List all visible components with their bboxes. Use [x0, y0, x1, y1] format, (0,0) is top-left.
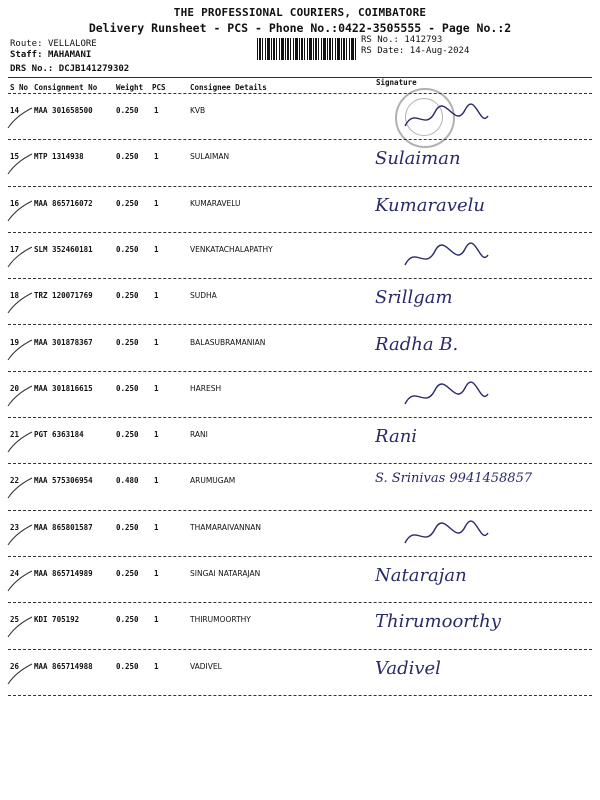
consignment-number: MAA 865801587 — [34, 522, 93, 532]
weight-value: 0.250 — [116, 198, 139, 208]
consignment-number: MAA 301816615 — [34, 383, 93, 393]
consignment-number: TRZ 120071769 — [34, 291, 93, 301]
weight-value: 0.250 — [116, 152, 139, 162]
serial-number: 20 — [10, 383, 20, 393]
tick-mark-icon — [6, 611, 36, 641]
rs-date-label: RS Date: — [361, 46, 405, 56]
tick-mark-icon — [6, 287, 36, 317]
weight-value: 0.250 — [116, 291, 139, 301]
tick-mark-icon — [6, 195, 36, 225]
table-row — [0, 140, 600, 186]
consignment-number: MAA 301878367 — [34, 337, 93, 347]
consignee-name: BALASUBRAMANIAN — [190, 337, 266, 347]
tick-mark-icon — [6, 148, 36, 178]
serial-number: 17 — [10, 244, 20, 254]
tick-mark-icon — [6, 426, 36, 456]
pcs-value: 1 — [154, 337, 159, 347]
table-row — [0, 326, 600, 372]
rs-no-line — [361, 35, 442, 45]
serial-number: 22 — [10, 476, 20, 486]
signature-scribble-icon — [400, 102, 490, 134]
consignment-number: MAA 865714988 — [34, 661, 93, 671]
barcode — [257, 38, 357, 60]
weight-value: 0.250 — [116, 615, 139, 625]
consignee-name: ARUMUGAM — [190, 476, 236, 486]
signature: Rani — [375, 426, 418, 448]
signature-scribble-icon — [400, 519, 490, 551]
route-value: VELLALORE — [47, 39, 97, 49]
table-row — [0, 650, 600, 696]
col-pcs: PCS — [152, 83, 166, 92]
pcs-value: 1 — [154, 152, 159, 162]
signature-scribble-icon — [400, 380, 490, 412]
pcs-value: 1 — [154, 522, 159, 532]
serial-number: 26 — [10, 661, 20, 671]
tick-mark-icon — [6, 565, 36, 595]
table-row — [0, 464, 600, 510]
consignment-number: MAA 301658500 — [34, 106, 93, 115]
table-row — [0, 511, 600, 557]
consignment-number: SLM 352460181 — [34, 244, 93, 254]
col-signature: Signature — [376, 78, 417, 87]
col-consignment: Consignment No — [34, 83, 98, 92]
consignment-number: MAA 865714989 — [34, 569, 93, 578]
weight-value: 0.250 — [116, 244, 139, 254]
serial-number: 19 — [10, 337, 20, 347]
route-label: Route: — [10, 39, 43, 49]
tick-mark-icon — [6, 241, 36, 271]
tick-mark-icon — [6, 380, 36, 410]
signature: Radha B. — [375, 333, 459, 355]
weight-value: 0.250 — [116, 383, 139, 393]
weight-value: 0.250 — [116, 106, 139, 115]
pcs-value: 1 — [154, 569, 159, 578]
consignee-name: SULAIMAN — [190, 152, 230, 162]
consignee-name: SINGAI NATARAJAN — [190, 569, 261, 578]
consignee-name: THIRUMOORTHY — [190, 615, 251, 625]
pcs-value: 1 — [154, 244, 159, 254]
weight-value: 0.250 — [116, 661, 139, 671]
signature: Srillgam — [375, 287, 453, 309]
staff-value: MAHAMANI — [47, 50, 92, 60]
consignment-number: KDI 705192 — [34, 615, 80, 625]
serial-number: 23 — [10, 522, 20, 532]
serial-number: 18 — [10, 291, 20, 301]
tick-mark-icon — [6, 102, 36, 132]
row-separator — [8, 695, 592, 696]
signature: Vadivel — [375, 657, 441, 679]
drs-line — [10, 64, 129, 74]
route-line — [10, 39, 97, 49]
consignee-name: KUMARAVELU — [190, 198, 241, 208]
table-row — [0, 94, 600, 140]
consignee-name: KVB — [190, 106, 206, 115]
staff-label: Staff: — [10, 50, 43, 60]
pcs-value: 1 — [154, 661, 159, 671]
tick-mark-icon — [6, 658, 36, 688]
table-row — [0, 557, 600, 603]
tick-mark-icon — [6, 334, 36, 364]
runsheet-title: THE PROFESSIONAL COURIERS, COIMBATORE — [173, 6, 427, 19]
consignee-name: RANI — [190, 430, 208, 440]
serial-number: 24 — [10, 569, 20, 578]
rs-no-label: RS No.: — [361, 35, 399, 45]
drs-value: DCJB141279302 — [58, 64, 130, 74]
consignment-number: MAA 865716072 — [34, 198, 93, 208]
pcs-value: 1 — [154, 106, 159, 115]
staff-line — [10, 50, 91, 60]
rs-date-value: 14-Aug-2024 — [409, 46, 470, 56]
consignment-number: MAA 575306954 — [34, 476, 93, 486]
runsheet-subtitle: Delivery Runsheet - PCS - Phone No.:0422-3505555 - Page No.:2 — [88, 21, 512, 35]
serial-number: 25 — [10, 615, 20, 625]
drs-label: DRS No.: — [10, 64, 54, 74]
serial-number: 21 — [10, 430, 20, 440]
consignment-number: PGT 6363184 — [34, 430, 84, 440]
rs-date-line — [361, 46, 469, 56]
pcs-value: 1 — [154, 198, 159, 208]
consignee-name: HARESH — [190, 383, 222, 393]
signature-scribble-icon — [400, 241, 490, 273]
weight-value: 0.250 — [116, 569, 139, 578]
tick-mark-icon — [6, 472, 36, 502]
col-sno: S No — [10, 83, 29, 92]
tick-mark-icon — [6, 519, 36, 549]
col-consignee: Consignee Details — [190, 83, 267, 92]
serial-number: 15 — [10, 152, 20, 162]
col-weight: Weight — [116, 83, 144, 92]
consignment-number: MTP 1314938 — [34, 152, 84, 162]
consignee-name: THAMARAIVANNAN — [190, 522, 261, 532]
header-top-rule — [8, 77, 592, 78]
pcs-value: 1 — [154, 383, 159, 393]
pcs-value: 1 — [154, 291, 159, 301]
table-row — [0, 233, 600, 279]
serial-number: 14 — [10, 106, 20, 115]
table-row — [0, 279, 600, 325]
serial-number: 16 — [10, 198, 20, 208]
table-row — [0, 603, 600, 649]
rs-no-value: 1412793 — [404, 35, 443, 45]
weight-value: 0.480 — [116, 476, 139, 486]
signature: Kumaravelu — [375, 194, 485, 216]
table-row — [0, 372, 600, 418]
signature: S. Srinivas 9941458857 — [375, 472, 533, 487]
consignee-name: SUDHA — [190, 291, 217, 301]
weight-value: 0.250 — [116, 337, 139, 347]
weight-value: 0.250 — [116, 522, 139, 532]
weight-value: 0.250 — [116, 430, 139, 440]
signature: Thirumoorthy — [375, 611, 501, 633]
table-row — [0, 418, 600, 464]
consignee-name: VADIVEL — [190, 661, 222, 671]
signature: Natarajan — [375, 565, 467, 586]
pcs-value: 1 — [154, 430, 159, 440]
signature: Sulaiman — [375, 148, 461, 170]
pcs-value: 1 — [154, 615, 159, 625]
table-row — [0, 187, 600, 233]
pcs-value: 1 — [154, 476, 159, 486]
consignee-name: VENKATACHALAPATHY — [190, 244, 273, 254]
